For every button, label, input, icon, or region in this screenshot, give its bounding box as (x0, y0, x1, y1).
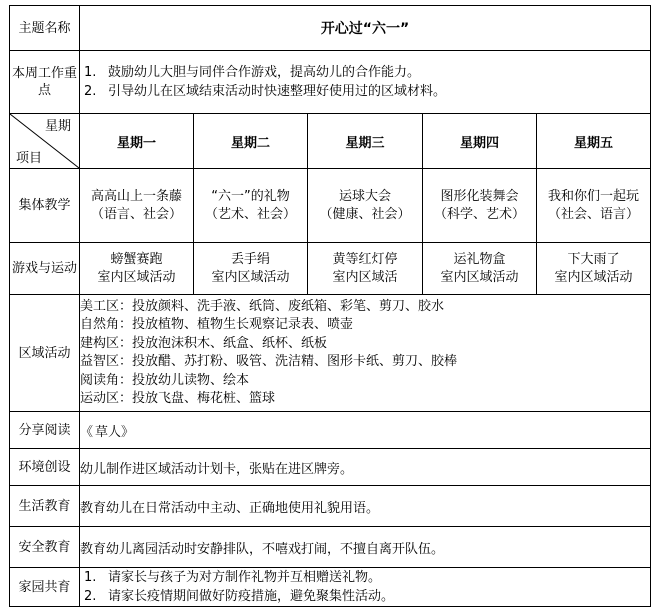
area-line: 运动区：投放飞盘、梅花桩、篮球 (80, 391, 276, 406)
environment-text: 幼儿制作进区域活动计划卡，张贴在进区牌旁。 (80, 449, 651, 486)
games-label: 游戏与运动 (10, 243, 80, 295)
areas-label: 区域活动 (10, 295, 80, 412)
activity-cell: 运球大会 （健康、社会） (308, 169, 423, 243)
activity-cell: 我和你们一起玩 （社会、语言） (537, 169, 651, 243)
areas-row (10, 295, 651, 412)
areas-list (80, 295, 651, 412)
family-list (80, 568, 651, 607)
environment-label: 环境创设 (10, 449, 80, 486)
group-teaching-label: 集体教学 (10, 169, 80, 243)
theme-title: 开心过“六一” (80, 6, 651, 51)
game-cell: 螃蟹赛跑 室内区域活动 (80, 243, 194, 295)
safety-row (10, 527, 651, 568)
activity-cell: “六一”的礼物 （艺术、社会） (194, 169, 308, 243)
focus-row (10, 51, 651, 114)
games-row (10, 243, 651, 295)
area-line: 自然角：投放植物、植物生长观察记录表、喷壶 (80, 317, 354, 332)
day-header: 星期五 (537, 114, 651, 169)
reading-cell (80, 412, 651, 449)
book-title: 草人》 (95, 424, 135, 440)
environment-row (10, 449, 651, 486)
activity-cell: 高高山上一条藤 （语言、社会） (80, 169, 194, 243)
corner-bottom-label: 项目 (16, 151, 43, 166)
day-header: 星期四 (423, 114, 537, 169)
life-label: 生活教育 (10, 486, 80, 527)
reading-label: 分享阅读 (10, 412, 80, 449)
life-row (10, 486, 651, 527)
life-text: 教育幼儿在日常活动中主动、正确地使用礼貌用语。 (80, 486, 651, 527)
corner-header-cell (10, 114, 80, 169)
family-item: 2. 请家长疫情期间做好防疫措施，避免聚集性活动。 (84, 589, 395, 604)
reading-row (10, 412, 651, 449)
game-cell: 下大雨了 室内区域活动 (537, 243, 651, 295)
day-header: 星期三 (308, 114, 423, 169)
day-header: 星期一 (80, 114, 194, 169)
theme-row (10, 6, 651, 51)
safety-label: 安全教育 (10, 527, 80, 568)
family-item: 1. 请家长与孩子为对方制作礼物并互相赠送礼物。 (84, 570, 382, 585)
theme-label: 主题名称 (10, 6, 80, 51)
area-line: 美工区：投放颜料、洗手液、纸筒、废纸箱、彩笔、剪刀、胶水 (80, 298, 445, 314)
game-cell: 丢手绢 室内区域活动 (194, 243, 308, 295)
corner-top-label: 星期 (44, 119, 71, 134)
header-row (10, 114, 651, 169)
area-line: 阅读角：投放幼儿读物、绘本 (80, 372, 250, 388)
game-cell: 黄等红灯停 室内区域活 (308, 243, 423, 295)
focus-list (80, 51, 651, 114)
focus-item: 1. 鼓励幼儿大胆与同伴合作游戏，提高幼儿的合作能力。 (84, 65, 421, 80)
focus-label: 本周工作重点 (10, 51, 80, 114)
group-teaching-row (10, 169, 651, 243)
day-header: 星期二 (194, 114, 308, 169)
safety-text: 教育幼儿离园活动时安静排队，不嘻戏打闹，不擅自离开队伍。 (80, 527, 651, 568)
family-row (10, 568, 651, 607)
family-label: 家园共育 (10, 568, 80, 607)
focus-item: 2. 引导幼儿在区域结束活动时快速整理好使用过的区域材料。 (84, 84, 447, 99)
area-line: 建构区：投放泡沫积木、纸盒、纸杯、纸板 (80, 335, 328, 351)
book-open-bracket: 《 (80, 424, 94, 440)
area-line: 益智区：投放醋、苏打粉、吸管、洗洁精、图形卡纸、剪刀、胶棒 (80, 354, 458, 369)
activity-cell: 图形化装舞会 （科学、艺术） (423, 169, 537, 243)
game-cell: 运礼物盒 室内区域活动 (423, 243, 537, 295)
weekly-plan-table (9, 5, 651, 607)
